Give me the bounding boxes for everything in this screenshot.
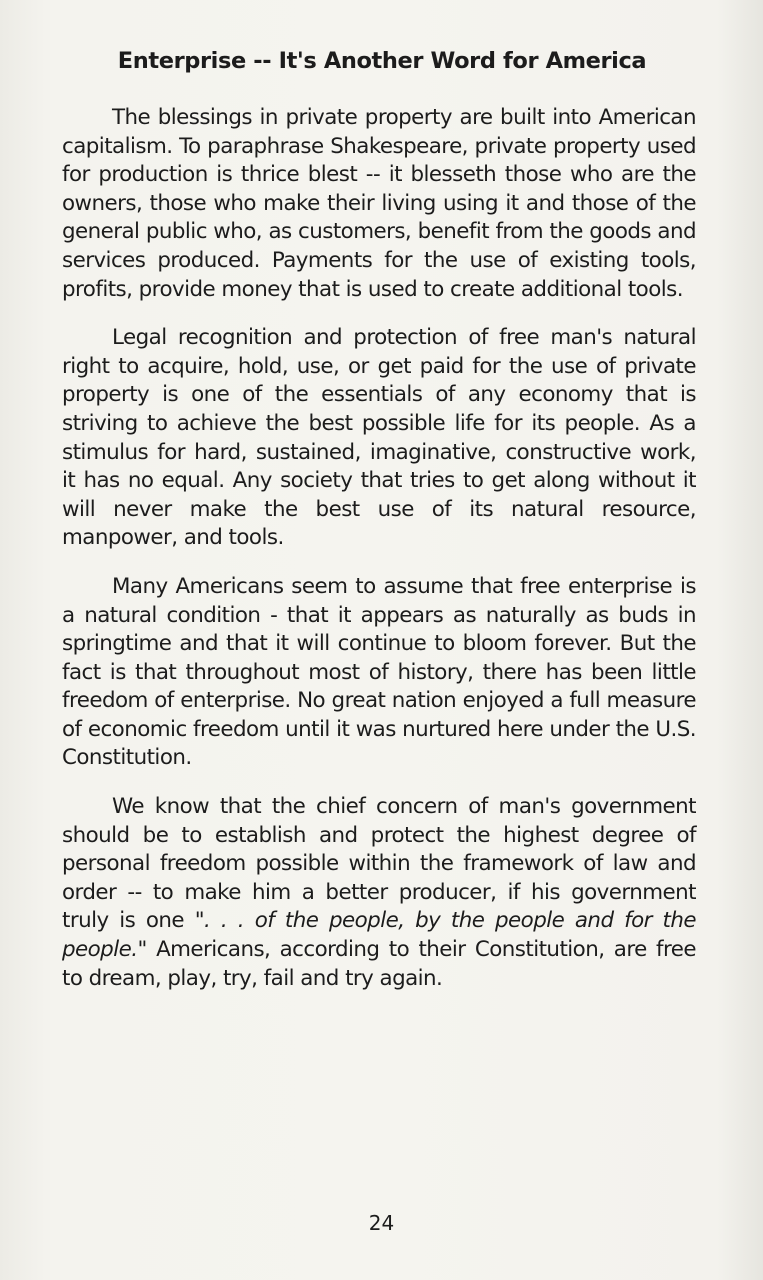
paragraph-3: Many Americans seem to assume that free enterprise is a natural condition - that it appears as naturally as buds in springtime and that it will continue to bloom forever. But the fact is that throughout most of history, there has been little freedom of enterprise. No great nation enjoyed a full measure of economic freedom until it was nurtured here under the U.S. Constitution. bbox=[62, 573, 696, 771]
paragraph-4-quote: . . . of the people, by the people and for the people. bbox=[62, 908, 696, 963]
paragraph-4 bbox=[62, 793, 696, 993]
paragraph-2: Legal recognition and protection of free man's natural right to acquire, hold, use, or get paid for the use of private property is one of the essentials of any economy that is striving to achieve the best possible life for its people. As a stimulus for hard, sustained, imaginative, constructive work, it has no equal. Any society that tries to get along without it will never make the best use of its natural resource, manpower, and tools. bbox=[62, 325, 696, 551]
paragraph-4-text-start: We know that the chief concern of man's government should be to establish and protect the highest degree of personal freedom possible within the framework of law and order -- to make him a better producer, if his government truly is one " bbox=[62, 794, 696, 934]
paragraph-1: The blessings in private property are built into American capitalism. To paraphrase Shakespeare, private property used for production is thrice blest -- it blesseth those who are the owners, those who make their living using it and those of the general public who, as customers, benefit from the goods and services produced. Payments for the use of existing tools, profits, provide money that is used to create additional tools. bbox=[62, 105, 696, 302]
body-text bbox=[62, 104, 696, 1013]
page-number: 24 bbox=[368, 1211, 395, 1235]
paragraph-4-text-end: " Americans, according to their Constitution, are free to dream, play, try, fail and try again. bbox=[62, 937, 696, 991]
page-title: Enterprise -- It's Another Word for America bbox=[117, 48, 647, 74]
